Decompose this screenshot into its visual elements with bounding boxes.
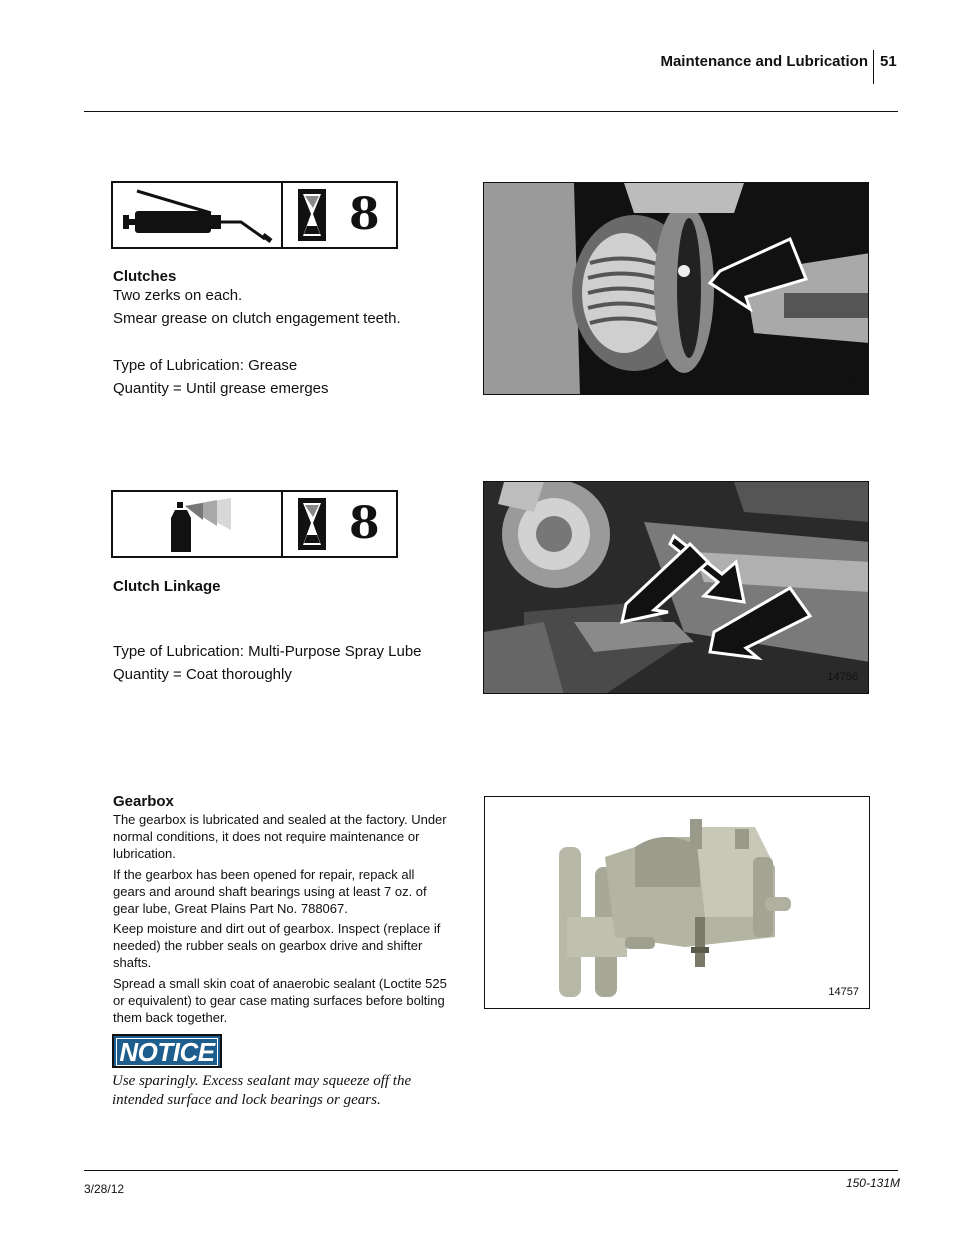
clutches-quantity: Quantity = Until grease emerges <box>113 380 329 397</box>
interval-cell <box>283 183 396 247</box>
grease-gun-cell <box>113 183 283 247</box>
clutches-lube-type: Type of Lubrication: Grease <box>113 357 298 374</box>
clutches-line-2: Smear grease on clutch engagement teeth. <box>113 310 401 327</box>
spray-can-icon <box>113 492 277 556</box>
notice-text: Use sparingly. Excess sealant may squeeze off the intended surface and lock bearings or gears. <box>112 1073 412 1108</box>
hourglass-icon <box>297 497 327 551</box>
hourglass-icon <box>297 188 327 242</box>
footer-rule <box>84 1170 898 1171</box>
spray-can-cell <box>113 492 283 556</box>
linkage-quantity: Quantity = Coat thoroughly <box>113 666 292 683</box>
clutches-line-1: Two zerks on each. <box>113 287 243 304</box>
clutches-lube-icon-box <box>111 181 398 249</box>
linkage-lube-icon-box <box>111 490 398 558</box>
header-rule <box>84 111 898 112</box>
gearbox-paragraph-1: The gearbox is lubricated and sealed at the factory. Under normal conditions, it does not require maintenance or lubrication. <box>113 812 447 861</box>
section-title: Maintenance and Lubrication <box>660 53 868 70</box>
grease-gun-icon <box>113 183 277 247</box>
service-interval: 8 <box>349 189 380 240</box>
clutches-heading: Clutches <box>113 268 177 285</box>
page-number: 51 <box>880 53 897 70</box>
footer-doc-number: 150-131M <box>845 1176 900 1190</box>
notice-badge <box>112 1034 222 1068</box>
gearbox-photo <box>484 796 870 1009</box>
gearbox-paragraph-2: If the gearbox has been opened for repair, repack all gears and around shaft bearings using at least 7 oz. of gear lube, Great Plains Part No. 788067. <box>113 867 427 916</box>
clutch-photo-illustration <box>484 183 869 395</box>
figure-number: 14756 <box>827 671 858 683</box>
gearbox-paragraph-4: Spread a small skin coat of anaerobic sealant (Loctite 525 or equivalent) to gear case mating surfaces before bolting them back together. <box>113 976 447 1025</box>
service-interval: 8 <box>349 498 380 549</box>
linkage-heading: Clutch Linkage <box>113 578 221 595</box>
linkage-lube-type: Type of Lubrication: Multi-Purpose Spray Lube <box>113 643 422 660</box>
notice-label: NOTICE <box>116 1038 218 1066</box>
linkage-photo <box>483 481 869 694</box>
figure-number: 14755 <box>827 372 858 384</box>
gearbox-heading: Gearbox <box>113 793 174 810</box>
linkage-photo-illustration <box>484 482 869 694</box>
header-separator <box>873 50 874 84</box>
clutches-photo <box>483 182 869 395</box>
figure-number: 14757 <box>828 986 859 998</box>
interval-cell <box>283 492 396 556</box>
gearbox-paragraph-3: Keep moisture and dirt out of gearbox. Inspect (replace if needed) the rubber seals on gearbox drive and shifter shafts. <box>113 921 441 970</box>
footer-date: 3/28/12 <box>84 1182 125 1196</box>
gearbox-photo-illustration <box>485 797 870 1009</box>
